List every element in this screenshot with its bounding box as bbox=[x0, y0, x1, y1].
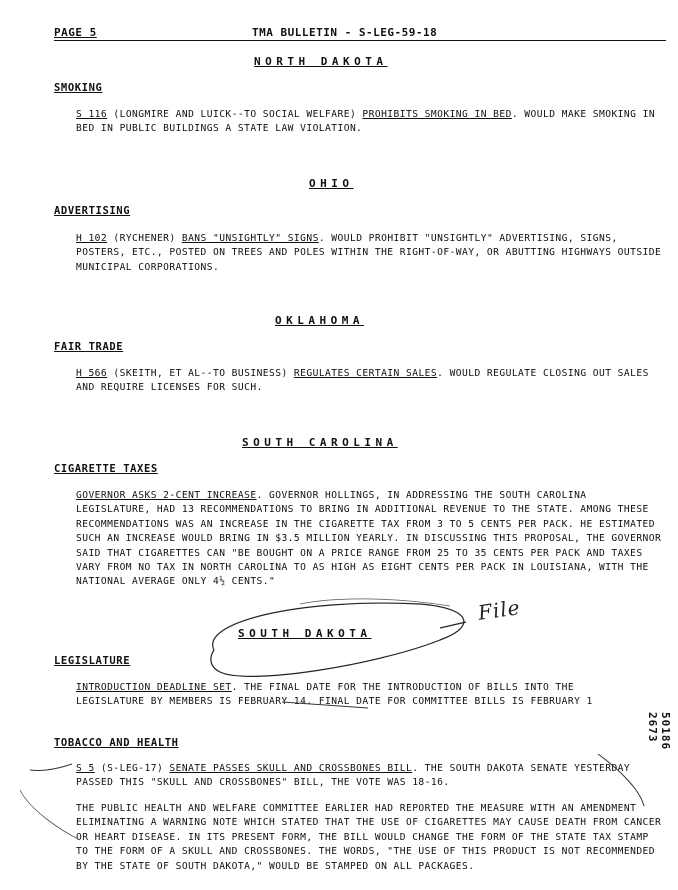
topic-cigarette-taxes: CIGARETTE TAXES bbox=[54, 463, 158, 475]
bill-headline: REGULATES CERTAIN SALES bbox=[293, 368, 438, 379]
handwritten-file-note: File bbox=[476, 595, 522, 625]
bill-reference: (S-LEG-17) bbox=[94, 763, 170, 774]
paragraph-text: THE PUBLIC HEALTH AND WELFARE COMMITTEE EARLIER HAD REPORTED THE MEASURE WITH AN AMENDMENT ELIMINATING A WARNING NOTE WHICH STATED THAT THE USE OF CIGARETTES MAY CAUSE DEATH FROM CANCER OR HEART DISEASE. IN ITS PRESENT FORM, THE BILL WOULD CHANGE THE FORM OF THE STATE TAX STAMP TO THE FORM OF A SKULL AND CROSSBONES. THE WORDS, "THE USE OF THIS PRODUCT IS NOT RECOMMENDED BY THE STATE OF SOUTH DAKOTA," WOULD BE STAMPED ON ALL PACKAGES. bbox=[76, 803, 662, 872]
bulletin-title: TMA BULLETIN - S-LEG-59-18 bbox=[252, 26, 438, 39]
pen-circle bbox=[211, 603, 464, 676]
bill-number: H 566 bbox=[76, 368, 108, 379]
pen-stroke-right bbox=[598, 754, 644, 806]
stamp-number-2: 2673 bbox=[646, 712, 659, 743]
topic-advertising: ADVERTISING bbox=[54, 205, 131, 217]
state-heading-oklahoma: OKLAHOMA bbox=[275, 314, 364, 327]
state-heading-ohio: OHIO bbox=[309, 177, 354, 190]
bill-number: H 102 bbox=[76, 233, 108, 244]
state-heading-south-dakota: SOUTH DAKOTA bbox=[238, 627, 372, 640]
bill-description: . THE SOUTH DAKOTA SENATE YESTERDAY PASSED THIS "SKULL AND CROSSBONES" BILL, THE VOTE WAS 18-16. bbox=[76, 763, 631, 789]
bill-headline: PROHIBITS SMOKING IN BED bbox=[362, 109, 512, 120]
topic-tobacco-and-health: TOBACCO AND HEALTH bbox=[54, 737, 179, 749]
bill-sponsors: (RYCHENER) bbox=[107, 233, 182, 244]
stamp-number-1: 50186 bbox=[659, 712, 672, 751]
bill-description: . WOULD PROHIBIT "UNSIGHTLY" ADVERTISING, SIGNS, POSTERS, ETC., POSTED ON TREES AND POLES WITHIN THE RIGHT-OF-WAY, OR ABUTTING HIGHWAYS OUTSIDE MUNICIPAL CORPORATIONS. bbox=[76, 233, 662, 273]
bill-sponsors: (SKEITH, ET AL--TO BUSINESS) bbox=[107, 368, 294, 379]
article-headline: INTRODUCTION DEADLINE SET bbox=[76, 682, 232, 693]
pen-stroke-lower bbox=[20, 790, 80, 840]
pen-strike bbox=[282, 702, 368, 708]
topic-legislature: LEGISLATURE bbox=[54, 655, 131, 667]
pen-stroke-left bbox=[30, 764, 72, 771]
state-heading-south-carolina: SOUTH CAROLINA bbox=[242, 436, 398, 449]
state-heading-north-dakota: NORTH DAKOTA bbox=[254, 55, 388, 68]
page-number: PAGE 5 bbox=[54, 26, 97, 39]
bill-description: . WOULD REGULATE CLOSING OUT SALES AND REQUIRE LICENSES FOR SUCH. bbox=[76, 368, 649, 394]
bill-number: S 116 bbox=[76, 109, 108, 120]
bill-description: . WOULD MAKE SMOKING IN BED IN PUBLIC BUILDINGS A STATE LAW VIOLATION. bbox=[76, 109, 656, 135]
article-body: . GOVERNOR HOLLINGS, IN ADDRESSING THE SOUTH CAROLINA LEGISLATURE, HAD 13 RECOMMENDATIONS TO BRING IN ADDITIONAL REVENUE TO THE STATE. AMONG THESE RECOMMENDATIONS WAS AN INCREASE IN THE CIGARETTE TAX FROM 3 TO 5 CENTS PER PACK. HE ESTIMATED SUCH AN INCREASE WOULD BRING IN $3.5 MILLION YEARLY. IN DISCUSSING THIS PROPOSAL, THE GOVERNOR SAID THAT CIGARETTES CAN "BE BOUGHT ON A PRICE RANGE FROM 25 TO 35 CENTS PER PACK AND TAXES VARY FROM NO TAX IN NORTH CAROLINA TO AS HIGH AS EIGHT CENTS PER PACK IN LOUISIANA, WITH THE NATIONAL AVERAGE ONLY 4½ CENTS." bbox=[76, 490, 662, 588]
topic-fair-trade: FAIR TRADE bbox=[54, 341, 124, 353]
bill-headline: BANS "UNSIGHTLY" SIGNS bbox=[181, 233, 319, 244]
bill-headline: SENATE PASSES SKULL AND CROSSBONES BILL bbox=[169, 763, 413, 774]
bill-number: S 5 bbox=[76, 763, 95, 774]
topic-smoking: SMOKING bbox=[54, 82, 103, 94]
article-headline: GOVERNOR ASKS 2-CENT INCREASE bbox=[76, 490, 257, 501]
bill-sponsors: (LONGMIRE AND LUICK--TO SOCIAL WELFARE) bbox=[107, 109, 363, 120]
article-body: . THE FINAL DATE FOR THE INTRODUCTION OF BILLS INTO THE LEGISLATURE BY MEMBERS IS FEBRUARY 14. FINAL DATE FOR COMMITTEE BILLS IS FEBRUARY 1 bbox=[76, 682, 593, 708]
